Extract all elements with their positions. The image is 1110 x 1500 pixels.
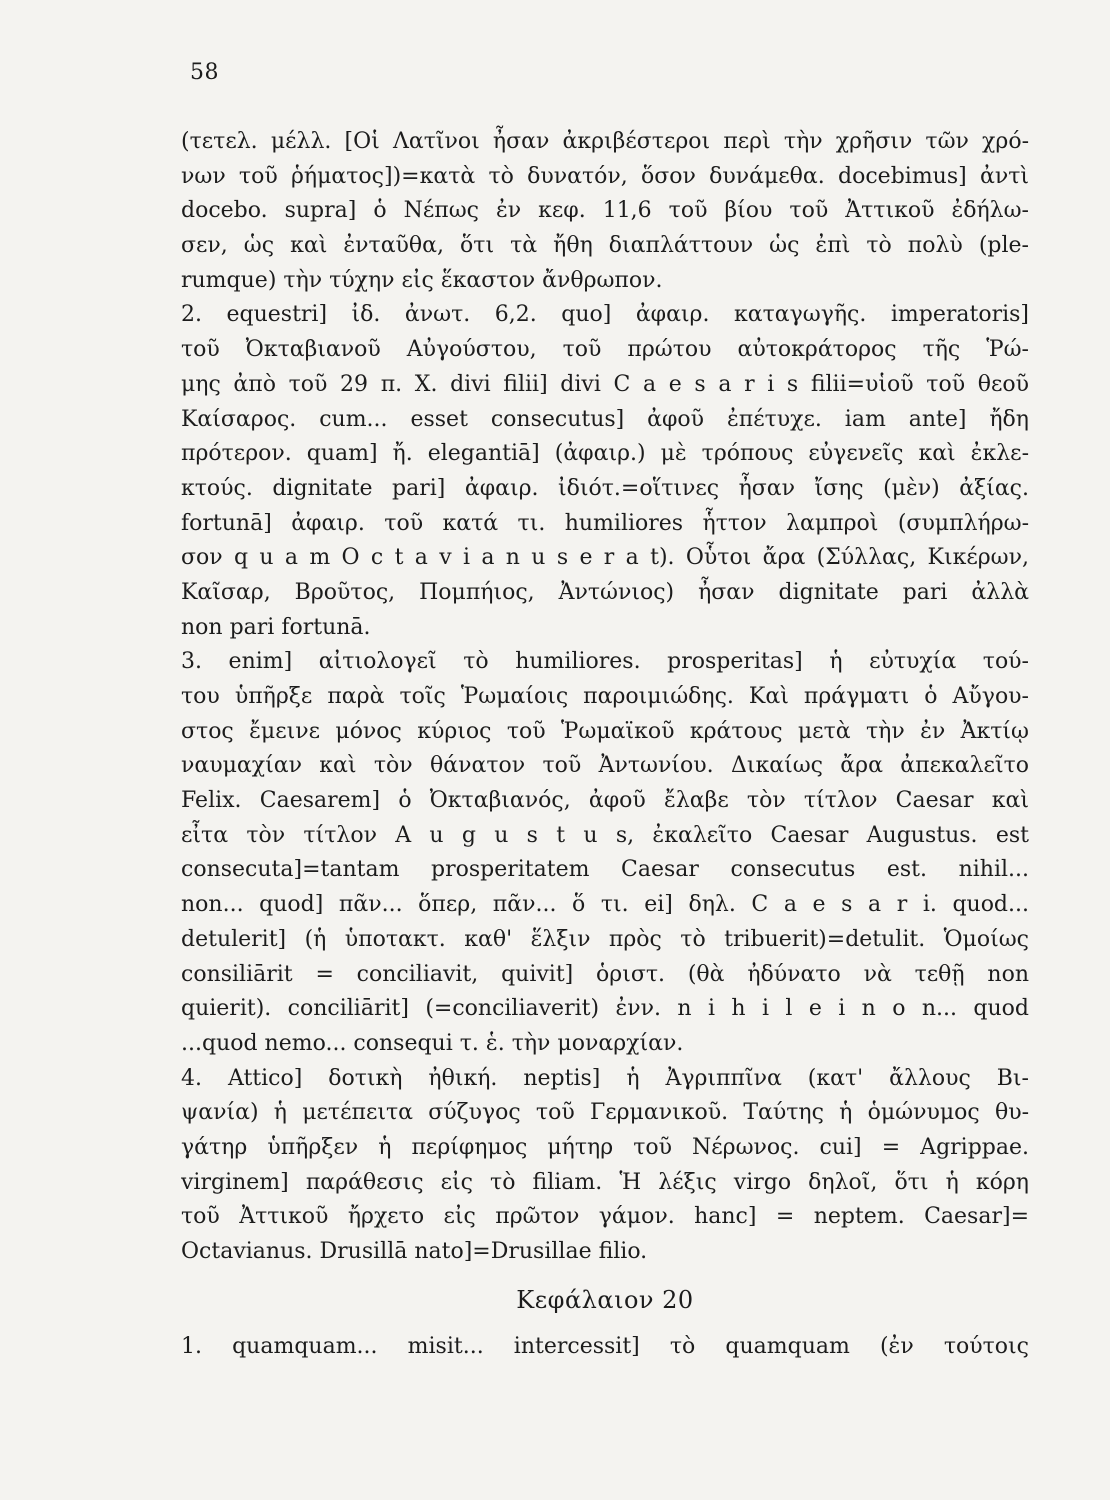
text-line: rumque) τὴν τύχην εἰς ἕκαστον ἄνθρωπον. xyxy=(181,267,663,293)
text-line: 3. enim] αἰτιολογεῖ τὸ humiliores. prosperitas] ἡ εὐτυχία τού- xyxy=(181,649,1029,675)
text-line: virginem] παράθεσις εἰς τὸ filiam. Ἡ λέξις virgo δηλοῖ, ὅτι ἡ κόρη xyxy=(181,1169,1029,1195)
text-line: τοῦ Ὀκταβιανοῦ Αὐγούστου, τοῦ πρώτου αὐτοκράτορος τῆς Ῥώ- xyxy=(181,337,1029,363)
text-line: εἶτα τὸν τίτλον A u g u s t u s, ἐκαλεῖτο Caesar Augustus. est xyxy=(181,822,1029,848)
text-line: του ὑπῆρξε παρὰ τοῖς Ῥωμαίοις παροιμιώδης. Καὶ πράγματι ὁ Αὔγου- xyxy=(181,684,1029,709)
text-line: μης ἀπὸ τοῦ 29 π. Χ. divi filii] divi C a e s a r i s filii=υἱοῦ τοῦ θεοῦ xyxy=(181,371,1029,397)
text-line: κτούς. dignitate pari] ἀφαιρ. ἰδιότ.=οἵτινες ἦσαν ἴσης (μὲν) ἀξίας. xyxy=(181,475,1029,501)
text-line: non pari fortunā. xyxy=(181,614,371,640)
text-line: σον q u a m O c t a v i a n u s e r a t). Οὗτοι ἄρα (Σύλλας, Κικέρων, xyxy=(181,545,1029,571)
text-line: Καίσαρος. cum... esset consecutus] ἀφοῦ ἐπέτυχε. iam ante] ἤδη xyxy=(181,406,1029,432)
text-line: πρότερον. quam] ἤ. elegantiā] (ἀφαιρ.) μὲ τρόπους εὐγενεῖς καὶ ἐκλε- xyxy=(181,441,1029,467)
text-line: νων τοῦ ῥήματος])=κατὰ τὸ δυνατόν, ὅσον δυνάμεθα. docebimus] ἀντὶ xyxy=(181,163,1029,189)
text-line: στος ἔμεινε μόνος κύριος τοῦ Ῥωμαϊκοῦ κράτους μετὰ τὴν ἐν Ἀκτίῳ xyxy=(181,718,1029,744)
text-line: Καῖσαρ, Βροῦτος, Πομπήιος, Ἀντώνιος) ἦσαν dignitate pari ἀλλὰ xyxy=(181,579,1029,605)
text-line: quierit). conciliārit] (=conciliaverit) ἐνν. n i h i l e i n o n... quod xyxy=(181,996,1029,1022)
page-number: 58 xyxy=(190,60,219,85)
text-line: ψανία) ἡ μετέπειτα σύζυγος τοῦ Γερμανικοῦ. Ταύτης ἡ ὁμώνυμος θυ- xyxy=(181,1100,1029,1126)
text-line: (τετελ. μέλλ. [Οἱ Λατῖνοι ἦσαν ἀκριβέστεροι περὶ τὴν χρῆσιν τῶν χρό- xyxy=(181,129,1029,154)
text-line: docebo. supra] ὁ Νέπως ἐν κεφ. 11,6 τοῦ βίου τοῦ Ἀττικοῦ ἐδήλω- xyxy=(181,198,1029,224)
text-line: γάτηρ ὑπῆρξεν ἡ περίφημος μήτηρ τοῦ Νέρωνος. cui] = Agrippae. xyxy=(181,1134,1029,1160)
text-line: detulerit] (ἡ ὑποτακτ. καθ' ἕλξιν πρὸς τὸ tribuerit)=detulit. Ὁμοίως xyxy=(181,926,1029,952)
text-line: Felix. Caesarem] ὁ Ὀκταβιανός, ἀφοῦ ἔλαβε τὸν τίτλον Caesar καὶ xyxy=(181,788,1029,814)
text-line: 1. quamquam... misit... intercessit] τὸ quamquam (ἐν τούτοις xyxy=(181,1333,1029,1359)
text-line: σεν, ὡς καὶ ἐνταῦθα, ὅτι τὰ ἤθη διαπλάττουν ὡς ἐπὶ τὸ πολὺ (ple- xyxy=(181,233,1029,259)
text-line: Octavianus. Drusillā nato]=Drusillae filio. xyxy=(181,1239,648,1264)
chapter-heading: Κεφάλαιον 20 xyxy=(516,1285,694,1314)
text-line: 4. Attico] δοτικὴ ἠθική. neptis] ἡ Ἀγριππῖνα (κατ' ἄλλους Βι- xyxy=(181,1065,1029,1091)
text-line: ...quod nemo... consequi τ. ἑ. τὴν μοναρχίαν. xyxy=(181,1030,684,1056)
text-line: fortunā] ἀφαιρ. τοῦ κατά τι. humiliores ἧττον λαμπροὶ (συμπλήρω- xyxy=(181,510,1029,536)
text-line: ναυμαχίαν καὶ τὸν θάνατον τοῦ Ἀντωνίου. Δικαίως ἄρα ἀπεκαλεῖτο xyxy=(181,753,1029,779)
text-line: τοῦ Ἀττικοῦ ἤρχετο εἰς πρῶτον γάμον. hanc] = neptem. Caesar]= xyxy=(181,1204,1029,1230)
text-line: non... quod] πᾶν... ὅπερ, πᾶν... ὅ τι. ei] δηλ. C a e s a r i. quod... xyxy=(181,892,1029,918)
text-line: 2. equestri] ἰδ. ἀνωτ. 6,2. quo] ἀφαιρ. καταγωγῆς. imperatoris] xyxy=(181,302,1029,328)
commentary-text xyxy=(181,125,1029,1364)
text-line: consecuta]=tantam prosperitatem Caesar consecutus est. nihil... xyxy=(181,857,1029,883)
text-line: consiliārit = conciliavit, quivit] ὁριστ. (θὰ ἠδύνατο νὰ τεθῇ non xyxy=(181,961,1029,987)
